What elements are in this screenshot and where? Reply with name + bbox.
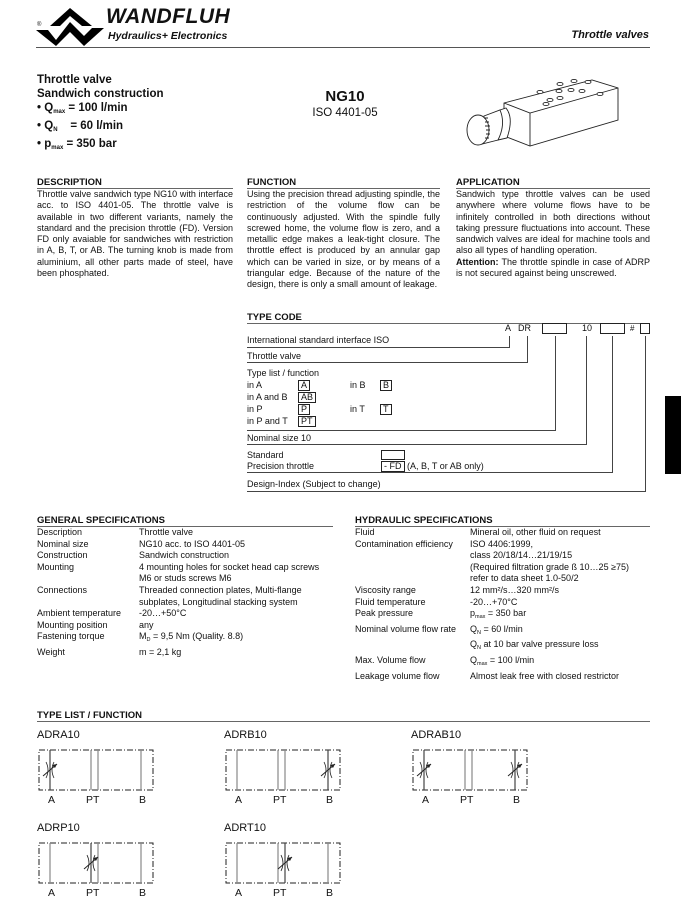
tc-fd-note: (A, B, T or AB only) xyxy=(407,461,484,471)
tc-box-fd: - FD xyxy=(381,461,405,472)
page-side-tab xyxy=(665,396,681,474)
tc-in-p: in P xyxy=(247,404,263,414)
spec-row: Nominal size NG10 acc. to ISO 4401-05 xyxy=(37,538,246,549)
spec-row: Max. Volume flow $Q_{max} = 100$ l/min xyxy=(355,654,535,667)
tc-box-p: P xyxy=(298,404,310,415)
throttle-arc xyxy=(511,762,513,778)
tc-box-t: T xyxy=(380,404,392,415)
spec-row: Weight m = 2,1 kg xyxy=(37,646,182,657)
connector-line xyxy=(555,336,556,431)
throttle-symbol-diagram xyxy=(224,840,344,888)
type-list-item-name: ADRB10 xyxy=(224,729,267,741)
code-a: A xyxy=(505,323,512,333)
spec-row: Connections Threaded connection plates, Multi-flange xyxy=(37,584,302,595)
spec-row: Nominal volume flow rate $Q_N = 60$ l/min xyxy=(355,623,523,636)
type-list-item-name: ADRA10 xyxy=(37,729,80,741)
throttle-arc xyxy=(52,762,54,778)
tc-in-t: in T xyxy=(350,404,365,414)
tc-box-standard xyxy=(381,450,405,460)
product-construction: Sandwich construction xyxy=(37,88,164,100)
spec-row: Description Throttle valve xyxy=(37,527,194,537)
tc-design-label: Design-Index (Subject to change) xyxy=(247,479,381,489)
hydraulic-specs-heading: HYDRAULIC SPECIFICATIONS xyxy=(355,515,650,527)
tc-typelist-label: Type list / function xyxy=(247,368,320,378)
spec-bullet-qmax: • $Q_{max} = 100$ l/min xyxy=(37,102,128,115)
type-list-heading: TYPE LIST / FUNCTION xyxy=(37,710,650,722)
general-specs-heading: GENERAL SPECIFICATIONS xyxy=(37,515,333,527)
description-text: Throttle valve sandwich type NG10 with interface acc. to ISO 4401-05. The throttle valve is available in two different variants, namely the standard and the precision throttle (FD). Version FD only avaiable for sandwiches with restriction in A, B, T, or AB. The turning knob is made from aluminium, all other parts made of steel, have been phosphated. xyxy=(37,189,233,279)
port-label-b: B xyxy=(139,887,147,899)
port-label-a: A xyxy=(235,794,243,806)
throttle-arc xyxy=(426,762,428,778)
throttle-arc xyxy=(93,855,95,871)
header-divider xyxy=(36,47,650,48)
throttle-arc xyxy=(330,762,332,778)
port-label-pt: PT xyxy=(273,794,287,806)
connector-line xyxy=(527,336,528,362)
spec-row: subplates, Longitudinal stacking system xyxy=(139,596,298,607)
spec-row: M6 or studs screws M6 xyxy=(139,573,232,584)
tc-standard-label: Standard xyxy=(247,450,284,460)
type-list-item-name: ADRAB10 xyxy=(411,729,462,741)
port-label-pt: PT xyxy=(460,794,474,806)
application-section xyxy=(456,177,650,279)
tc-underline xyxy=(247,362,528,363)
symbol-envelope xyxy=(413,750,527,790)
code-dr: DR xyxy=(518,323,531,333)
type-code-heading: TYPE CODE xyxy=(247,312,650,324)
spec-row: Fluid temperature -20…+70°C xyxy=(355,596,518,607)
port-label-a: A xyxy=(48,794,56,806)
spec-row: Mounting 4 mounting holes for socket head cap screws xyxy=(37,561,320,572)
throttle-symbol-diagram xyxy=(224,747,344,795)
hydraulic-specs-section xyxy=(355,515,650,682)
spec-row: class 20/18/14…21/19/15 xyxy=(470,550,573,561)
port-label-a: A xyxy=(422,794,430,806)
spec-row: Fluid Mineral oil, other fluid on request xyxy=(355,527,601,537)
code-variant-slot[interactable] xyxy=(600,323,625,334)
tc-in-ab: in A and B xyxy=(247,392,288,402)
throttle-symbol-diagram xyxy=(411,747,531,795)
code-index-slot[interactable] xyxy=(640,323,650,334)
brand-subtitle: Hydraulics+ Electronics xyxy=(108,30,228,42)
throttle-arc xyxy=(324,762,326,778)
tc-nominal-label: Nominal size 10 xyxy=(247,433,312,443)
tc-underline xyxy=(247,444,587,445)
product-type: Throttle valve xyxy=(37,74,112,86)
throttle-symbol-diagram xyxy=(37,747,157,795)
spec-row: Ambient temperature -20…+50°C xyxy=(37,608,187,619)
spec-bullet-pmax: • $p_{max} = 350$ bar xyxy=(37,138,117,151)
tc-underline xyxy=(247,430,556,431)
port-label-pt: PT xyxy=(273,887,287,899)
throttle-arc xyxy=(87,855,89,871)
connector-line xyxy=(612,336,613,473)
port-label-a: A xyxy=(48,887,56,899)
port-label-pt: PT xyxy=(86,887,100,899)
throttle-arc xyxy=(287,855,289,871)
symbol-envelope xyxy=(39,843,153,883)
tc-precision-label: Precision throttle xyxy=(247,461,315,471)
tc-in-pt: in P and T xyxy=(247,416,288,426)
spec-row: $Q_N$ at 10 bar valve pressure loss xyxy=(470,639,599,652)
spec-row: Leakage volume flow Almost leak free with closed restrictor xyxy=(355,670,620,681)
spec-row: Contamination efficiency ISO 4406:1999, xyxy=(355,538,534,549)
description-heading: DESCRIPTION xyxy=(37,177,233,189)
throttle-arc xyxy=(46,762,48,778)
spec-bullet-qn: • $Q_N$ = 60 l/min xyxy=(37,120,124,133)
code-size: 10 xyxy=(582,323,593,333)
spec-row: Fastening torque $M_D = 9,5$ Nm (Quality. 8.8) xyxy=(37,631,244,644)
type-list-item-name: ADRP10 xyxy=(37,822,80,834)
tc-in-a: in A xyxy=(247,380,263,390)
tc-in-b: in B xyxy=(350,380,366,390)
throttle-valve-illustration xyxy=(462,78,632,158)
tc-box-a: A xyxy=(298,380,310,391)
general-specs-section xyxy=(37,515,333,659)
tc-box-ab: AB xyxy=(298,392,316,403)
throttle-symbol-diagram xyxy=(37,840,157,888)
type-list-item-name: ADRT10 xyxy=(224,822,266,834)
throttle-arc xyxy=(517,762,519,778)
tc-iso-label: International standard interface ISO xyxy=(247,335,390,345)
tc-throttle-label: Throttle valve xyxy=(247,351,302,361)
tc-underline xyxy=(247,472,613,473)
function-section xyxy=(247,177,440,291)
spec-row: (Required filtration grade ß 10…25 ≥75) xyxy=(470,561,630,572)
port-label-b: B xyxy=(326,794,334,806)
spec-row: refer to data sheet 1.0-50/2 xyxy=(470,573,579,584)
spec-row: Peak pressure $p_{max} = 350$ bar xyxy=(355,608,527,621)
connector-line xyxy=(586,336,587,445)
spec-row: Construction Sandwich construction xyxy=(37,550,230,561)
tc-underline xyxy=(247,491,646,492)
function-heading: FUNCTION xyxy=(247,177,440,189)
section-title: Throttle valves xyxy=(571,29,649,41)
port-label-a: A xyxy=(235,887,243,899)
port-label-b: B xyxy=(326,887,334,899)
throttle-arc xyxy=(281,855,283,871)
tc-underline xyxy=(247,347,510,348)
product-summary xyxy=(37,73,164,155)
port-label-b: B xyxy=(513,794,521,806)
spec-row: Viscosity range 12 mm²/s…320 mm²/s xyxy=(355,584,560,595)
description-section xyxy=(37,177,233,279)
function-text: Using the precision thread adjusting spindle, the restriction of the volume flow can be continuously adjusted. With the spindle fully screwed home, the volume flow is zero, and a metallic edge makes a leak-tight closure. The throttle effect is produced by an annular gap which can be varied in size, or by means of a triangular edge. Because of the nature of the design, there is only a small amount of leakage. xyxy=(247,189,440,290)
nominal-size-title: NG10 xyxy=(325,88,365,105)
brand-name: WANDFLUH xyxy=(106,5,231,28)
application-text: Sandwich type throttle valves can be used anywhere where volume flows have to be infinitely controlled in both directions without taking pressure fluctuations into account. These sandwich valves are ideal for machine tools and also all types of handling operation. Attention: The throttle spindle in case of ADRP is not secured against being unscrewed. xyxy=(456,189,650,279)
symbol-envelope xyxy=(39,750,153,790)
connector-line xyxy=(645,336,646,492)
symbol-envelope xyxy=(226,750,340,790)
application-heading: APPLICATION xyxy=(456,177,650,189)
iso-standard: ISO 4401-05 xyxy=(312,107,378,119)
port-label-pt: PT xyxy=(86,794,100,806)
throttle-arc xyxy=(420,762,422,778)
wandfluh-logo-icon xyxy=(36,6,104,46)
port-label-b: B xyxy=(139,794,147,806)
code-function-slot[interactable] xyxy=(542,323,567,334)
code-hash: # xyxy=(630,324,635,333)
tc-box-b: B xyxy=(380,380,392,391)
spec-row: Mounting position any xyxy=(37,619,154,630)
tc-box-pt: PT xyxy=(298,416,316,427)
connector-line xyxy=(509,336,510,347)
registered-mark: ® xyxy=(37,22,42,28)
